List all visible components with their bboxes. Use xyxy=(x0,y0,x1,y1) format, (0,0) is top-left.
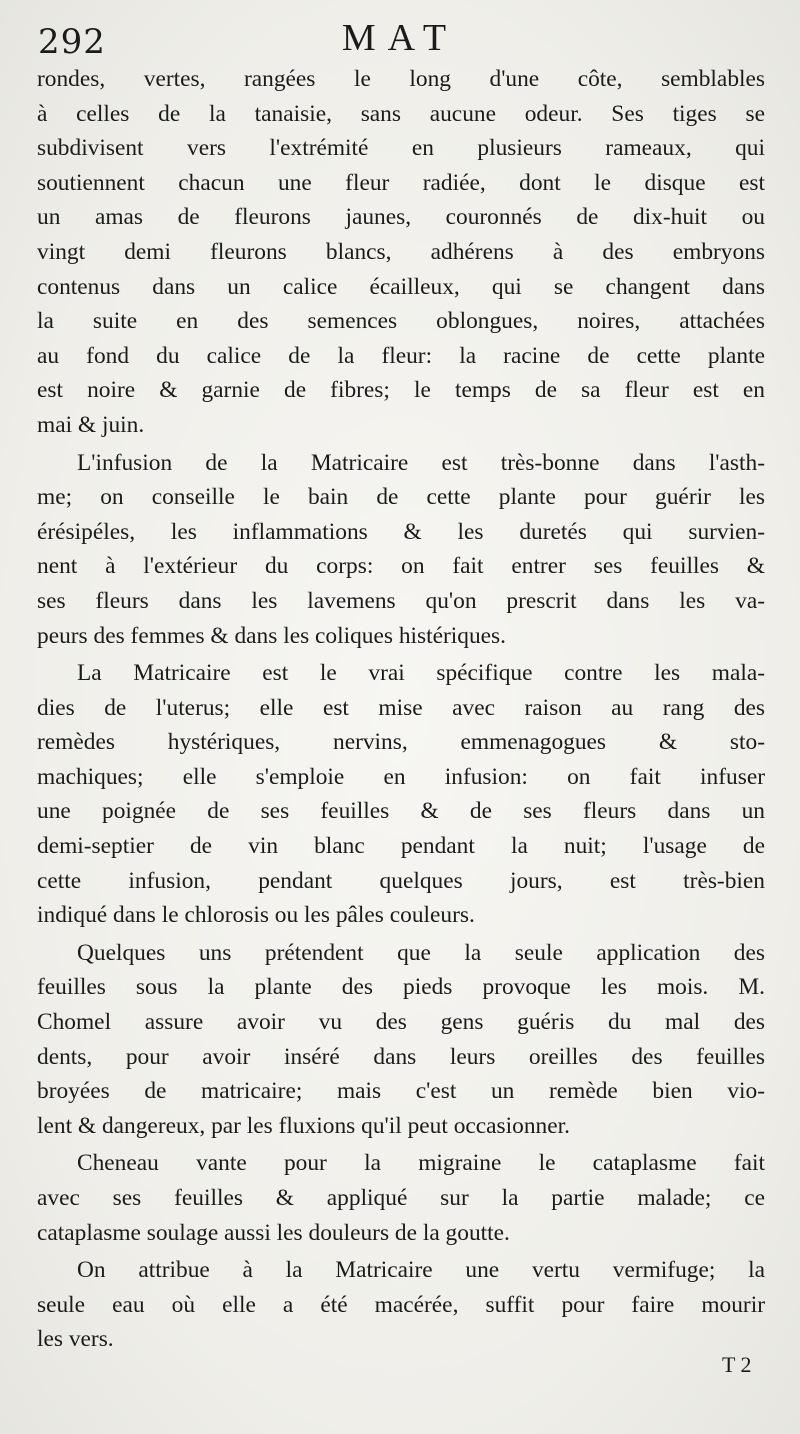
text-line: L'infusion de la Matricaire est très-bonne dans l'asth- xyxy=(77,449,765,476)
paragraph xyxy=(37,446,765,654)
text-line: Quelques uns prétendent que la seule application des xyxy=(77,939,765,966)
text-line: à celles de la tanaisie, sans aucune odeur. Ses tiges se xyxy=(37,100,765,127)
text-line: un amas de fleurons jaunes, couronnés de dix-huit ou xyxy=(37,204,765,231)
text-line: mai & juin. xyxy=(37,411,145,438)
text-line: dents, pour avoir inséré dans leurs oreilles des feuilles xyxy=(37,1043,765,1070)
page-body xyxy=(37,62,765,1360)
text-line: broyées de matricaire; mais c'est un remède bien vio- xyxy=(37,1078,765,1105)
text-line: la suite en des semences oblongues, noires, attachées xyxy=(37,308,765,335)
text-line: lent & dangereux, par les fluxions qu'il peut occasionner. xyxy=(37,1112,570,1139)
text-line: nent à l'extérieur du corps: on fait entrer ses feuilles & xyxy=(37,553,765,580)
paragraph xyxy=(37,1253,765,1357)
text-line: est noire & garnie de fibres; le temps de sa fleur est en xyxy=(37,377,765,404)
text-line: demi-septier de vin blanc pendant la nuit; l'usage de xyxy=(37,833,765,860)
text-line: Chomel assure avoir vu des gens guéris du mal des xyxy=(37,1009,765,1036)
text-line: subdivisent vers l'extrémité en plusieurs rameaux, qui xyxy=(37,135,765,162)
text-line: indiqué dans le chlorosis ou les pâles couleurs. xyxy=(37,902,475,929)
text-line: érésipéles, les inflammations & les duretés qui survien- xyxy=(37,518,765,545)
text-line: La Matricaire est le vrai spécifique contre les mala- xyxy=(77,660,765,687)
text-line: au fond du calice de la fleur: la racine de cette plante xyxy=(37,342,765,369)
text-line: cataplasme soulage aussi les douleurs de la goutte. xyxy=(37,1219,510,1246)
text-line: les vers. xyxy=(37,1326,114,1353)
text-line: dies de l'uterus; elle est mise avec raison au rang des xyxy=(37,694,765,721)
text-line: cette infusion, pendant quelques jours, est très-bien xyxy=(37,867,765,894)
text-line: machiques; elle s'emploie en infusion: on fait infuser xyxy=(37,763,765,790)
paragraph xyxy=(37,656,765,933)
text-line: vingt demi fleurons blancs, adhérens à des embryons xyxy=(37,238,765,265)
text-line: peurs des femmes & dans les coliques histériques. xyxy=(37,622,507,649)
text-line: Cheneau vante pour la migraine le cataplasme fait xyxy=(77,1150,765,1177)
paragraph xyxy=(37,62,765,443)
text-line: rondes, vertes, rangées le long d'une côte, semblables xyxy=(37,66,765,92)
text-line: seule eau où elle a été macérée, suffit pour faire mourir xyxy=(37,1291,765,1318)
text-line: remèdes hystériques, nervins, emmenagogues & sto- xyxy=(37,729,765,756)
signature-mark: T 2 xyxy=(722,1352,752,1377)
text-line: une poignée de ses feuilles & de ses fleurs dans un xyxy=(37,798,765,825)
text-line: me; on conseille le bain de cette plante pour guérir les xyxy=(37,484,765,511)
page-number: 292 xyxy=(38,22,106,62)
text-line: soutiennent chacun une fleur radiée, dont le disque est xyxy=(37,169,765,196)
running-head: MAT xyxy=(341,17,459,59)
text-line: feuilles sous la plante des pieds provoque les mois. M. xyxy=(37,974,765,1001)
paragraph xyxy=(37,1146,765,1250)
text-line: ses fleurs dans les lavemens qu'on prescrit dans les va- xyxy=(37,587,765,614)
text-line: On attribue à la Matricaire une vertu vermifuge; la xyxy=(77,1257,765,1284)
paragraph xyxy=(37,936,765,1144)
text-line: avec ses feuilles & appliqué sur la partie malade; ce xyxy=(37,1185,765,1211)
text-line: contenus dans un calice écailleux, qui se changent dans xyxy=(37,273,765,300)
